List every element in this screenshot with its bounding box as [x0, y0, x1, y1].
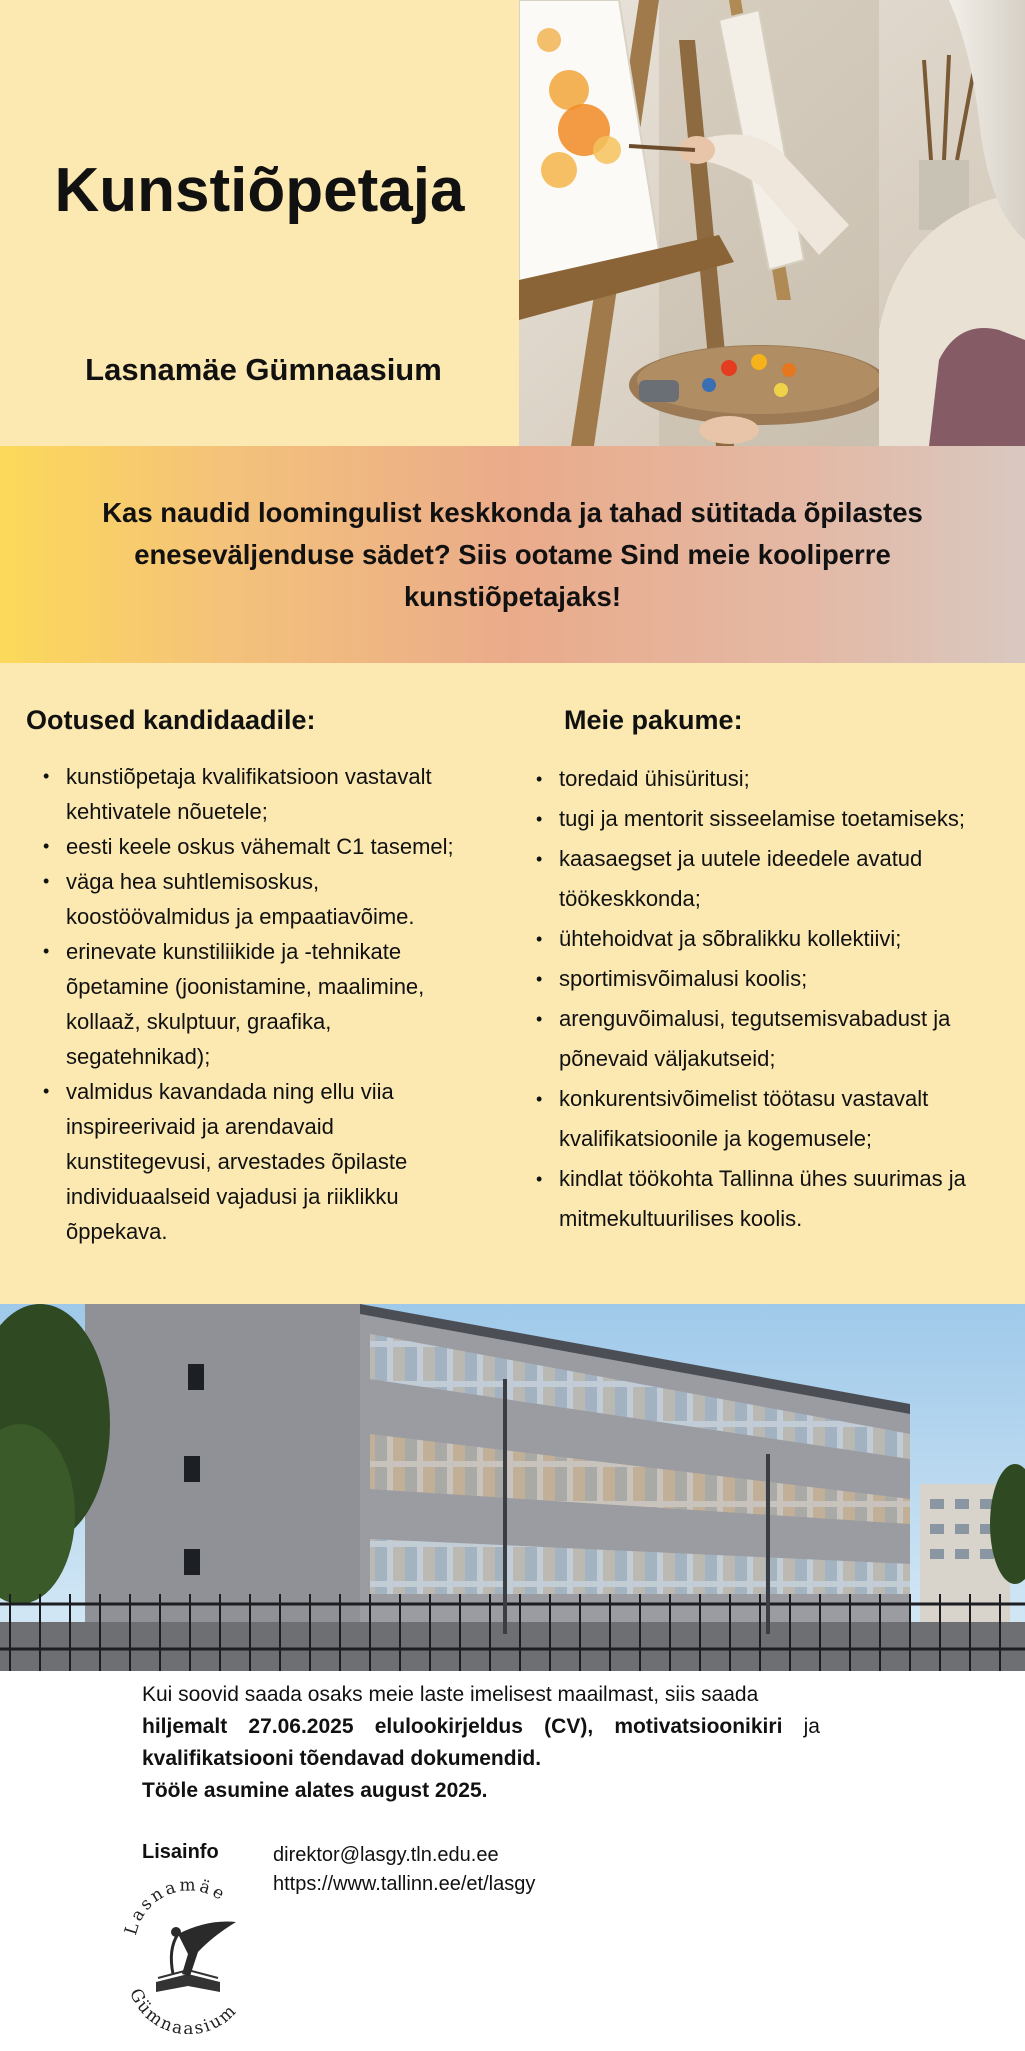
school-building-illustration — [0, 1304, 1025, 1671]
expectations-heading: Ootused kandidaadile: — [26, 705, 316, 735]
expectations-list — [26, 759, 466, 1249]
intro-band — [0, 446, 1025, 663]
info-label: Lisainfo — [142, 1841, 219, 1863]
school-logo-emblem — [118, 1874, 258, 2034]
list-item: • kunstiõpetaja kvalifikatsioon vastavalt kehtivatele nõuetele; — [26, 759, 466, 829]
apply-deadline: hiljemalt 27.06.2025 elulookirjeldus (CV), motivatsioonikiri — [142, 1715, 783, 1738]
apply-intro: Kui soovid saada osaks meie laste imelisest maailmast, siis saada — [142, 1683, 759, 1706]
school-name: Lasnamäe Gümnaasium — [85, 352, 442, 387]
school-building-photo — [0, 1304, 1025, 1671]
apply-docs — [142, 1743, 820, 1775]
logo-text-bottom: Gümnaasium — [125, 1985, 242, 2034]
apply-deadline-line — [142, 1711, 820, 1743]
list-item: • sportimisvõimalusi koolis; — [519, 959, 1019, 999]
apply-and: ja — [803, 1715, 820, 1738]
offer-list — [519, 759, 1019, 1239]
list-item: • konkurentsivõimelist töötasu vastavalt kvalifikatsioonile ja kogemusele; — [519, 1079, 1019, 1159]
application-instructions — [142, 1679, 820, 1807]
hero-text-panel — [0, 0, 519, 446]
school-logo — [118, 1874, 258, 2034]
offer-heading: Meie pakume: — [564, 705, 743, 735]
offer-list-container — [519, 759, 1019, 1239]
svg-text:Gümnaasium — [125, 1986, 241, 2034]
job-title: Kunstiõpetaja — [54, 156, 465, 225]
start-date — [142, 1775, 820, 1807]
list-item: • väga hea suhtlemisoskus, koostöövalmidus ja empaatiavõime. — [26, 864, 466, 934]
hero-section — [0, 0, 1025, 446]
contact-url[interactable]: https://www.tallinn.ee/et/lasgy — [273, 1873, 536, 1895]
painting-photo — [519, 0, 1025, 446]
painting-photo-illustration — [519, 0, 1025, 446]
list-item: • valmidus kavandada ning ellu viia inspireerivaid ja arendavaid kunstitegevusi, arvestades õpilaste individuaalseid vajadusi ja riiklikku õppekava. — [26, 1074, 466, 1249]
list-item: • kindlat töökohta Tallinna ühes suurimas ja mitmekultuurilises koolis. — [519, 1159, 1019, 1239]
expectations-list-container — [26, 759, 466, 1249]
list-item: • eesti keele oskus vähemalt C1 tasemel; — [26, 829, 466, 864]
intro-text: Kas naudid loomingulist keskkonda ja tahad sütitada õpilastes eneseväljenduse sädet? Siis ootame Sind meie kooliperre kunstiõpetajaks! — [102, 497, 923, 612]
logo-text-top: Lasnamäe — [121, 1875, 231, 1938]
list-item: • toredaid ühisüritusi; — [519, 759, 1019, 799]
apply-docs-text: kvalifikatsiooni tõendavad dokumendid. — [142, 1747, 542, 1770]
list-item: • ühtehoidvat ja sõbralikku kollektiivi; — [519, 919, 1019, 959]
contact-email[interactable]: direktor@lasgy.tln.edu.ee — [273, 1844, 499, 1866]
requirements-section — [0, 663, 1025, 1304]
contact-info — [273, 1841, 535, 1899]
list-item: • erinevate kunstiliikide ja -tehnikate õpetamine (joonistamine, maalimine, kollaaž, skulptuur, graafika, segatehnikad); — [26, 934, 466, 1074]
footer-section — [0, 1671, 1025, 2051]
list-item: • tugi ja mentorit sisseelamise toetamiseks; — [519, 799, 1019, 839]
list-item: • kaasaegset ja uutele ideedele avatud töökeskkonda; — [519, 839, 1019, 919]
start-date-text: Tööle asumine alates august 2025. — [142, 1779, 488, 1802]
list-item: • arenguvõimalusi, tegutsemisvabadust ja põnevaid väljakutseid; — [519, 999, 1019, 1079]
